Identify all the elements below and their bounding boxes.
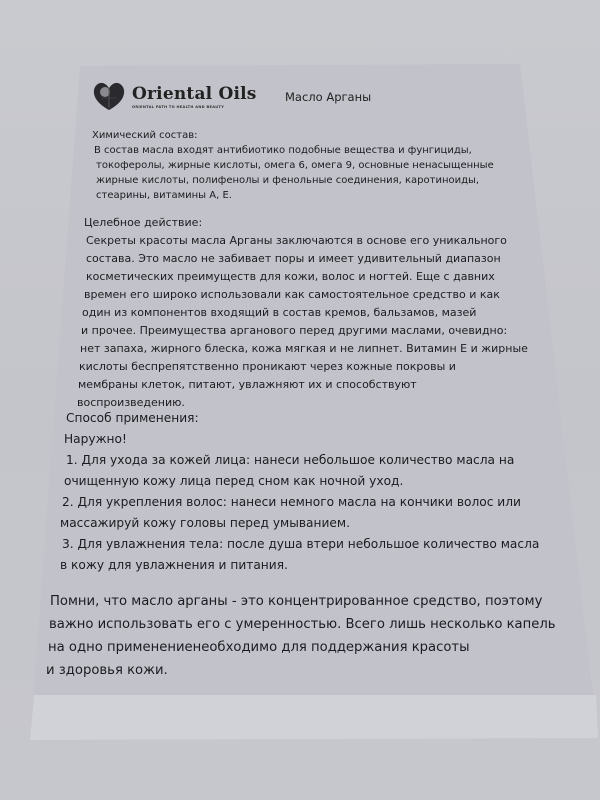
usage-step-line: 1. Для ухода за кожей лица: нанеси небольшое количество масла на — [66, 453, 515, 467]
healing-line: один из компонентов входящий в состав кремов, бальзамов, мазей — [82, 306, 477, 319]
usage-step-line: в кожу для увлажнения и питания. — [60, 558, 288, 572]
usage-section — [60, 408, 540, 576]
usage-step-line: очищенную кожу лица перед сном как ночной уход. — [64, 474, 404, 488]
healing-line: косметических преимуществ для кожи, волос и ногтей. Еще с давних — [86, 270, 495, 283]
reminder-section — [46, 590, 556, 682]
leaf-heart-logo-icon — [92, 80, 126, 112]
reminder-line: на одно применениенеобходимо для поддержания красоты — [48, 640, 470, 655]
brand-tagline: ORIENTAL PATH TO HEALTH AND BEAUTY — [132, 104, 225, 109]
healing-line: и прочее. Преимущества арганового перед другими маслами, очевидно: — [81, 324, 508, 337]
composition-section — [92, 128, 494, 203]
reminder-line: и здоровья кожи. — [46, 663, 168, 678]
document-title: Масло Арганы — [285, 90, 372, 104]
brand-name: Oriental Oils — [132, 83, 257, 104]
composition-line: жирные кислоты, полифенолы и фенольные соединения, каротиноиды, — [96, 175, 480, 186]
composition-line: стеарины, витамины А, Е. — [96, 190, 232, 201]
healing-line: времен его широко использовали как самостоятельное средство и как — [84, 288, 500, 301]
healing-line: Секреты красоты масла Арганы заключаются в основе его уникального — [86, 234, 507, 247]
reminder-line: Помни, что масло арганы - это концентрированное средство, поэтому — [50, 594, 543, 609]
usage-step-line: 2. Для укрепления волос: нанеси немного масла на кончики волос или — [62, 495, 521, 509]
healing-line: кислоты беспрепятственно проникают через кожные покровы и — [79, 360, 456, 373]
usage-step-line: массажируй кожу головы перед умыванием. — [60, 516, 350, 530]
healing-line: состава. Это масло не забивает поры и имеет удивительный диапазон — [86, 252, 501, 265]
healing-line: нет запаха, жирного блеска, кожа мягкая и не липнет. Витамин Е и жирные — [80, 342, 528, 355]
usage-heading: Способ применения: — [66, 411, 199, 425]
brand-logo — [92, 80, 257, 112]
reminder-line: важно использовать его с умеренностью. Всего лишь несколько капель — [49, 617, 556, 632]
healing-section — [77, 214, 528, 412]
composition-line: токоферолы, жирные кислоты, омега 6, омега 9, основные ненасыщенные — [96, 160, 494, 171]
healing-line: воспроизведению. — [77, 396, 185, 409]
usage-step-line: 3. Для увлажнения тела: после душа втери небольшое количество масла — [62, 537, 540, 551]
healing-heading: Целебное действие: — [84, 216, 203, 229]
healing-line: мембраны клеток, питают, увлажняют их и способствуют — [78, 378, 417, 391]
composition-line: В состав масла входят антибиотико подобные вещества и фунгициды, — [94, 145, 472, 156]
composition-heading: Химический состав: — [92, 130, 198, 141]
usage-subheading: Наружно! — [64, 432, 127, 446]
